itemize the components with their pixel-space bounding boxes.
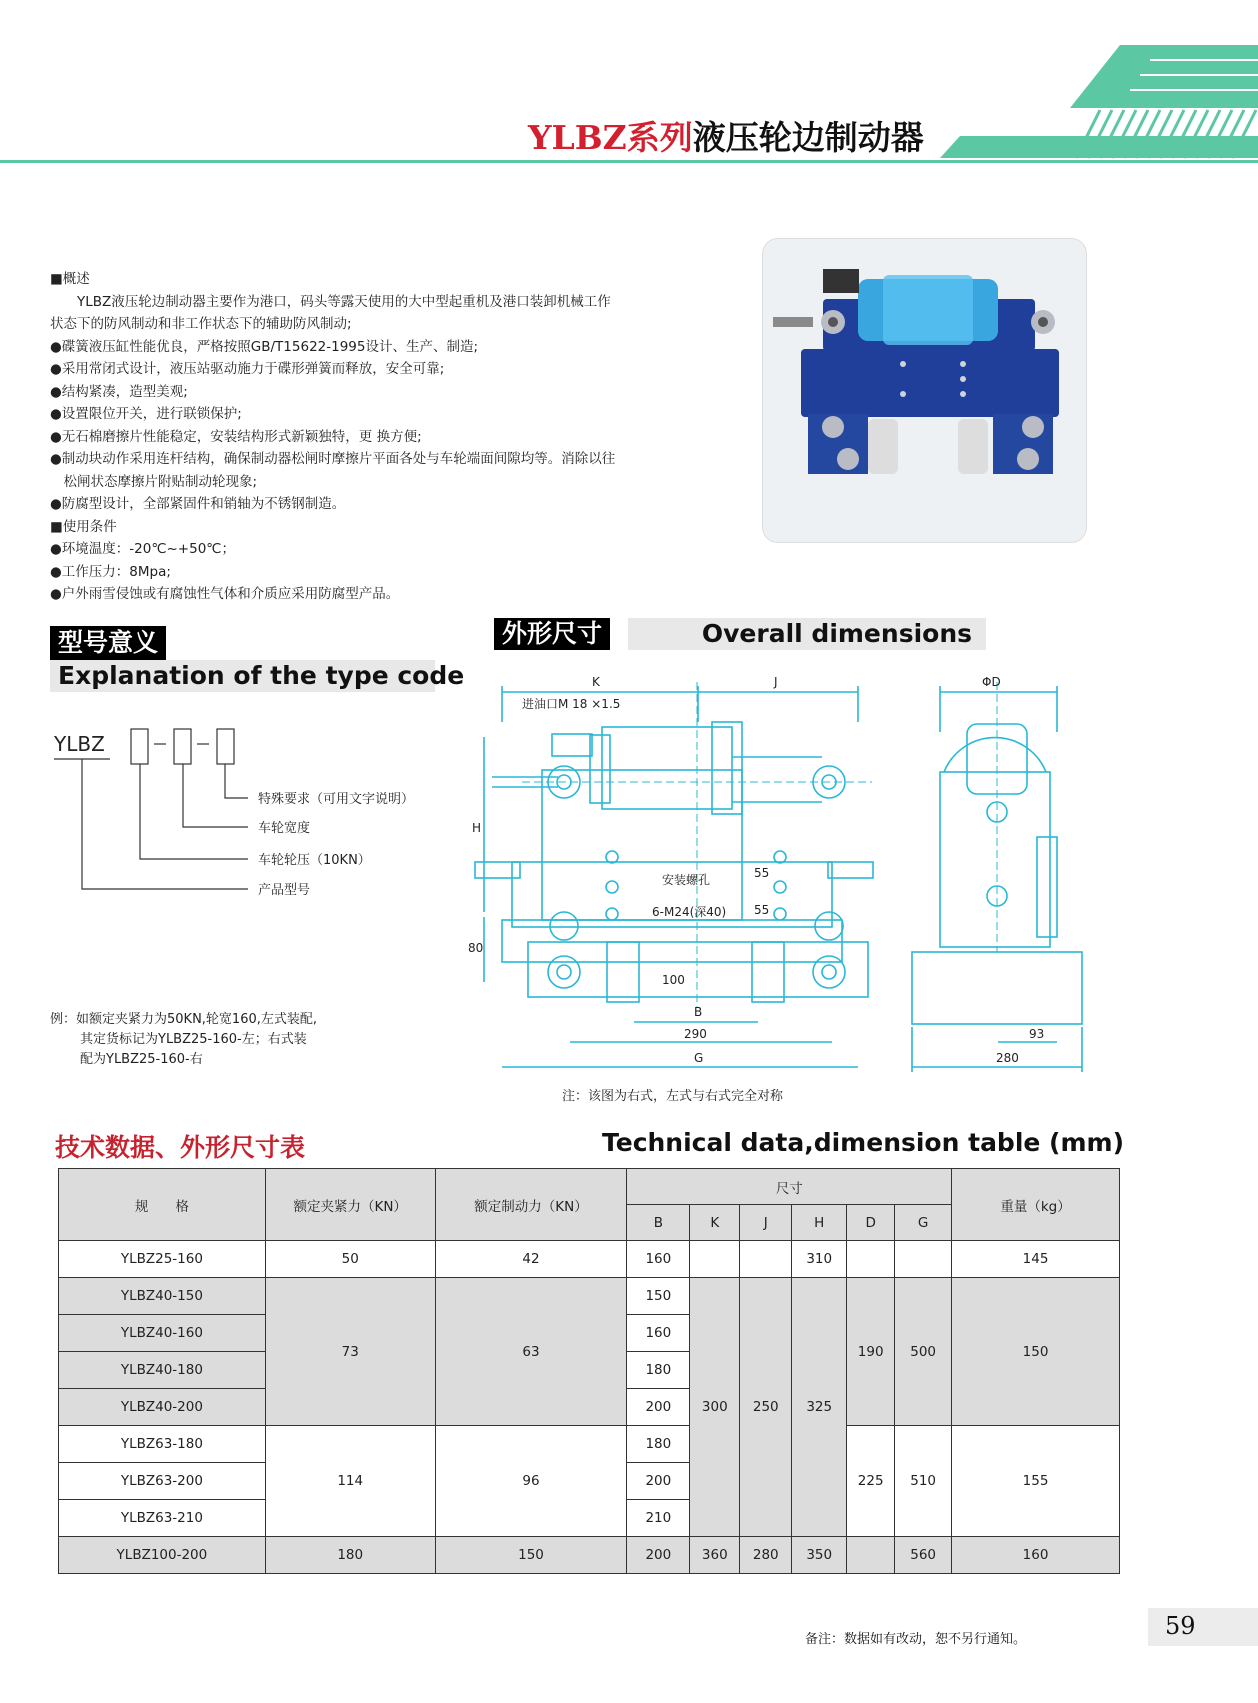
dim-J: J [774, 675, 778, 689]
dim-G: G [694, 1051, 704, 1065]
cell-spec: YLBZ40-160 [59, 1315, 266, 1352]
dim-80: 80 [468, 941, 484, 955]
table-row [59, 1278, 1120, 1315]
cell-spec: YLBZ63-200 [59, 1463, 266, 1500]
dimensions-title-en: Overall dimensions [628, 618, 986, 650]
cell-J: 250 [740, 1278, 792, 1537]
overview-line: ●结构紧凑，造型美观; [50, 383, 188, 400]
header-J: J [740, 1205, 792, 1241]
overview-line: ■概述 [50, 271, 90, 287]
cell-G [895, 1241, 952, 1278]
cell-weight: 145 [952, 1241, 1120, 1278]
dim-B: B [694, 1005, 703, 1019]
overview-line: ●工作压力：8Mpa; [50, 563, 171, 580]
dim-55-b: 55 [754, 903, 770, 917]
overview-line: ●户外雨雪侵蚀或有腐蚀性气体和介质应采用防腐型产品。 [50, 586, 400, 602]
cell-spec: YLBZ25-160 [59, 1241, 266, 1278]
header-H: H [792, 1205, 847, 1241]
overview-line: ●设置限位开关，进行联锁保护; [50, 406, 242, 422]
dim-93: 93 [1029, 1027, 1045, 1041]
dim-K: K [592, 675, 600, 689]
page-number: 59 [1165, 1612, 1196, 1640]
cell-B: 200 [627, 1537, 690, 1574]
dim-mount-holes: 安装螺孔 [662, 873, 711, 887]
cell-D [847, 1241, 895, 1278]
table-title-en: Technical data,dimension table (mm) [602, 1128, 1125, 1157]
title-product: 液压轮边制动器 [692, 118, 924, 157]
header-K: K [690, 1205, 740, 1241]
example-line: 配为YLBZ25-160-右 [80, 1052, 203, 1067]
table-header-row [59, 1169, 1120, 1205]
header-G: G [895, 1205, 952, 1241]
overview-line: ■使用条件 [50, 518, 117, 535]
legend-load: 车轮轮压（10KN） [258, 853, 371, 868]
cell-D: 225 [847, 1426, 895, 1537]
dimension-drawing [462, 662, 1102, 1082]
cell-B: 160 [627, 1241, 690, 1278]
cell-spec: YLBZ100-200 [59, 1537, 266, 1574]
cell-G: 500 [895, 1278, 952, 1426]
dim-mount-spec: 6-M24(深40) [652, 905, 727, 919]
header-B: B [627, 1205, 690, 1241]
cell-brake: 42 [435, 1241, 627, 1278]
cell-H: 325 [792, 1278, 847, 1537]
legend-model: 产品型号 [258, 883, 311, 898]
product-photo [762, 238, 1087, 543]
cell-clamp: 180 [265, 1537, 435, 1574]
type-code-prefix: YLBZ [54, 732, 105, 756]
table-row [59, 1426, 1120, 1463]
dimensions-title-cn: 外形尺寸 [494, 618, 610, 650]
overview-line: 状态下的防风制动和非工作状态下的辅助防风制动; [50, 316, 352, 332]
cell-B: 200 [627, 1463, 690, 1500]
cell-D [847, 1537, 895, 1574]
table-row [59, 1537, 1120, 1574]
header-size: 尺寸 [627, 1169, 952, 1205]
cell-K [690, 1241, 740, 1278]
header-divider [0, 160, 1258, 163]
type-code-title-cn: 型号意义 [50, 626, 166, 660]
type-code-title-en: Explanation of the type code [50, 660, 435, 692]
cell-weight: 150 [952, 1278, 1120, 1426]
cell-weight: 155 [952, 1426, 1120, 1537]
cell-B: 200 [627, 1389, 690, 1426]
dim-290: 290 [684, 1027, 707, 1041]
cell-B: 210 [627, 1500, 690, 1537]
title-series: YLBZ系列 [528, 118, 693, 157]
cell-K: 300 [690, 1278, 740, 1537]
dim-100: 100 [662, 973, 685, 987]
cell-weight: 160 [952, 1537, 1120, 1574]
cell-B: 150 [627, 1278, 690, 1315]
dim-H: H [472, 821, 482, 835]
header-clamp: 额定夹紧力（KN） [265, 1169, 435, 1241]
table-row [59, 1241, 1120, 1278]
cell-G: 560 [895, 1537, 952, 1574]
cell-K: 360 [690, 1537, 740, 1574]
overview-line: ●无石棉磨擦片性能稳定，安装结构形式新颖独特，更 换方便; [50, 428, 422, 445]
overview-line: YLBZ液压轮边制动器主要作为港口，码头等露天使用的大中型起重机及港口装卸机械工作 [50, 293, 611, 310]
cell-B: 180 [627, 1426, 690, 1463]
example-line: 例：如额定夹紧力为50KN,轮宽160,左式装配, [50, 1012, 318, 1027]
page-title [528, 112, 924, 159]
cell-clamp: 50 [265, 1241, 435, 1278]
legend-width: 车轮宽度 [258, 821, 311, 836]
example-line: 其定货标记为YLBZ25-160-左；右式装 [80, 1032, 307, 1047]
table-title-cn: 技术数据、外形尺寸表 [55, 1133, 306, 1162]
cell-H: 350 [792, 1537, 847, 1574]
header-weight: 重量（kg） [952, 1169, 1120, 1241]
cell-spec: YLBZ40-150 [59, 1278, 266, 1315]
cell-B: 160 [627, 1315, 690, 1352]
dim-D: ΦD [982, 675, 1001, 689]
cell-spec: YLBZ63-180 [59, 1426, 266, 1463]
cell-J: 280 [740, 1537, 792, 1574]
cell-B: 180 [627, 1352, 690, 1389]
technical-data-table [58, 1168, 1120, 1574]
dim-280: 280 [996, 1051, 1019, 1065]
overview-line: 松闸状态摩擦片附贴制动轮现象; [50, 473, 258, 490]
header-D: D [847, 1205, 895, 1241]
cell-spec: YLBZ40-200 [59, 1389, 266, 1426]
dim-55-a: 55 [754, 866, 770, 880]
cell-spec: YLBZ40-180 [59, 1352, 266, 1389]
overview-line: ●碟簧液压缸性能优良，严格按照GB/T15622-1995设计、生产、制造; [50, 338, 479, 355]
overview-line: ●防腐型设计，全部紧固件和销轴为不锈钢制造。 [50, 496, 346, 512]
dim-oil-port: 进油口M 18 ×1.5 [522, 697, 621, 711]
cell-H: 310 [792, 1241, 847, 1278]
brake-illustration [763, 239, 1088, 544]
cell-spec: YLBZ63-210 [59, 1500, 266, 1537]
overview-line: ●制动块动作采用连杆结构，确保制动器松闸时摩擦片平面各处与车轮端面间隙均等。消除以往 [50, 451, 616, 467]
header-brake: 额定制动力（KN） [435, 1169, 627, 1241]
type-code-example [50, 1010, 317, 1070]
cell-G: 510 [895, 1426, 952, 1537]
overview-line: ●环境温度：-20℃~+50℃； [50, 541, 235, 557]
drawing-note: 注：该图为右式，左式与右式完全对称 [562, 1089, 784, 1104]
overview-line: ●采用常闭式设计，液压站驱动施力于碟形弹簧而释放，安全可靠; [50, 361, 445, 377]
header-spec: 规 格 [59, 1169, 266, 1241]
cell-J [740, 1241, 792, 1278]
overview-section [50, 268, 740, 606]
cell-brake: 150 [435, 1537, 627, 1574]
cell-brake: 63 [435, 1278, 627, 1426]
legend-special: 特殊要求（可用文字说明） [258, 792, 415, 807]
cell-clamp: 114 [265, 1426, 435, 1537]
type-code-diagram [48, 720, 468, 900]
cell-clamp: 73 [265, 1278, 435, 1426]
cell-D: 190 [847, 1278, 895, 1426]
cell-brake: 96 [435, 1426, 627, 1537]
footer-remark: 备注：数据如有改动，恕不另行通知。 [805, 1632, 1027, 1647]
